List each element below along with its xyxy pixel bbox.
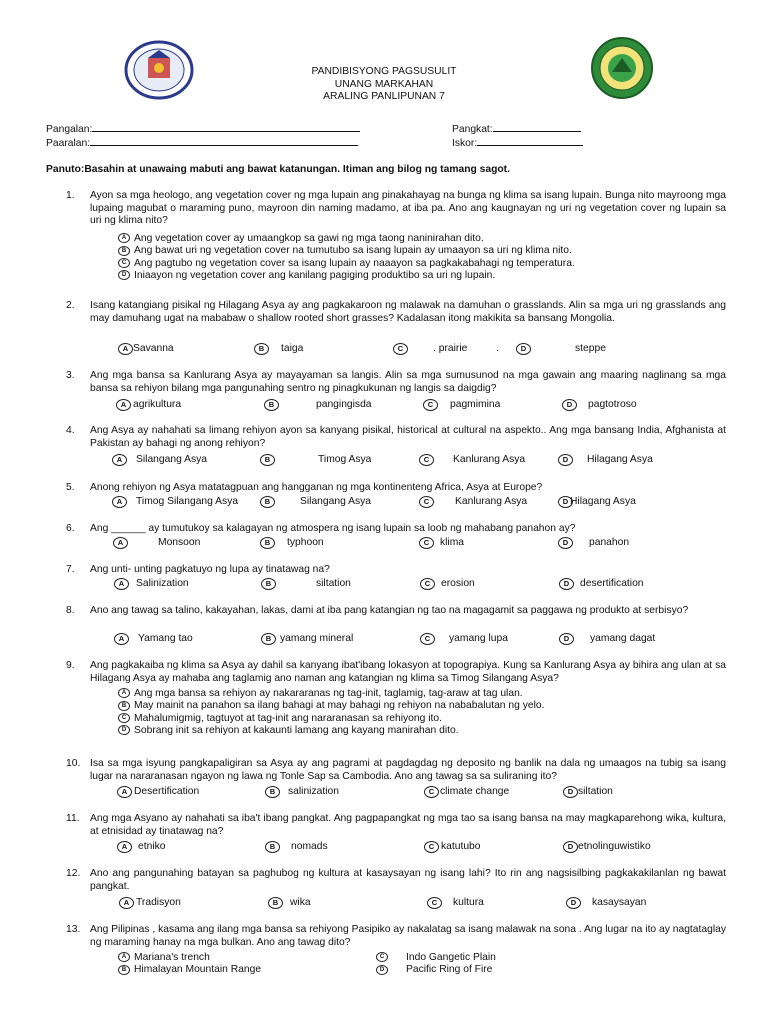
answer-option-c[interactable] (376, 952, 496, 965)
option-text: etniko (138, 841, 166, 852)
option-text: panahon (589, 537, 630, 548)
option-bubble[interactable]: A (117, 786, 132, 798)
question-number: 4. (66, 425, 75, 436)
answer-option-d[interactable] (559, 578, 644, 591)
question-number: 2. (66, 300, 75, 311)
option-text: Silangang Asya (136, 454, 207, 465)
school-field[interactable] (46, 136, 358, 151)
option-text: Mahalumigmig, tagtuyot at tag-init ang nararanasan sa rehiyong ito. (134, 712, 442, 724)
question-number: 11. (66, 813, 80, 824)
answer-option-c[interactable] (419, 454, 526, 467)
option-bubble[interactable]: D (118, 725, 130, 735)
answer-option-b[interactable] (260, 454, 372, 467)
option-bubble[interactable]: D (559, 633, 574, 645)
answer-option-d[interactable] (516, 343, 606, 356)
title-line-1: PANDIBISYONG PAGSUSULIT (311, 66, 457, 77)
option-bubble[interactable]: B (260, 496, 275, 508)
option-text: Kanlurang Asya (455, 496, 528, 507)
option-bubble[interactable]: B (260, 454, 275, 466)
option-bubble[interactable]: C (393, 343, 408, 355)
option-text: kasaysayan (592, 897, 647, 908)
option-bubble[interactable]: D (566, 897, 581, 909)
answer-option-b[interactable] (118, 964, 261, 977)
option-text: pagtotroso (588, 399, 637, 410)
answer-option-d[interactable] (558, 537, 630, 550)
section-line[interactable] (493, 122, 581, 132)
option-bubble[interactable]: B (260, 537, 275, 549)
answer-option-c[interactable] (427, 897, 484, 910)
option-text: siltation (578, 786, 613, 797)
option-bubble[interactable]: B (118, 701, 130, 711)
option-text: Sobrang init sa rehiyon at kakaunti lamang ang kayang manirahan dito. (134, 725, 459, 737)
option-text: pagmimina (450, 399, 501, 410)
answer-option-b[interactable] (265, 841, 328, 854)
answer-option-c[interactable] (424, 841, 481, 854)
option-text: Desertification (134, 786, 200, 797)
option-bubble[interactable]: A (112, 496, 127, 508)
name-line[interactable] (92, 122, 360, 132)
answer-option-c[interactable] (424, 786, 510, 799)
answer-option-a[interactable] (114, 578, 189, 591)
answer-option-a[interactable] (118, 952, 210, 965)
school-line[interactable] (90, 136, 358, 146)
option-bubble[interactable]: A (113, 537, 128, 549)
answer-option-b[interactable] (254, 343, 304, 356)
option-bubble[interactable]: D (559, 578, 574, 590)
option-bubble[interactable]: A (114, 633, 129, 645)
answer-option-a[interactable] (118, 233, 484, 246)
answer-option-a[interactable] (113, 537, 201, 550)
option-bubble[interactable]: C (419, 454, 434, 466)
option-text: Ang bawat uri ng vegetation cover na tumutubo sa isang lupain ay umaayon sa uri ng klima nito. (134, 245, 572, 257)
option-text: Hilagang Asya (587, 454, 653, 465)
option-bubble[interactable]: D (558, 537, 573, 549)
answer-option-d[interactable] (376, 964, 492, 977)
answer-option-d[interactable] (566, 897, 647, 910)
answer-option-d[interactable] (558, 496, 636, 509)
option-bubble[interactable]: A (118, 952, 130, 962)
option-bubble[interactable]: C (118, 258, 130, 268)
option-bubble[interactable]: B (264, 399, 279, 411)
question-text: Ang pagkakaiba ng klima sa Asya ay dahil sa kanyang ibat'ibang lokasyon at topograpiya. Kung sa Kanlurang Asya ay bihira ang ulan at sa Hilagang Asya ay mahaba ang taglamig ano naman ang katangian ng klima sa Timog Silangang Asya? (90, 660, 726, 684)
question-text: Ang Pilipinas , kasama ang ilang mga bansa sa rehiyong Pasipiko ay nakalatag sa isang malawak na sona . Ang lugar na ito ay nagtataglay ng maraming hanay na mga bulkan. Ano ang tawag dito? (90, 924, 726, 948)
instructions: Panuto:Basahin at unawaing mabuti ang bawat katanungan. Itiman ang bilog ng tamang sagot. (46, 164, 510, 175)
question-text: Ano ang tawag sa talino, kakayahan, lakas, dami at iba pang katangian ng tao na magagamit sa paggawa ng produkto at serbisyo? (90, 605, 689, 616)
option-text: Hilagang Asya (570, 496, 636, 507)
option-text: wika (290, 897, 311, 908)
question-text: Isang katangiang pisikal ng Hilagang Asya ay ang pagkakaroon ng malawak na damuhan o grasslands. Alin sa mga uri ng grasslands ang may damuhang ugat na mababaw o shallow rooted short grasses? Kadalasan itong makikita sa bansang Mongolia. (90, 300, 726, 324)
option-bubble[interactable]: B (265, 841, 280, 853)
title-line-3: ARALING PANLIPUNAN 7 (323, 91, 445, 103)
option-bubble[interactable]: D (563, 786, 578, 798)
option-bubble[interactable]: A (118, 688, 130, 698)
option-text: Mariana's trench (134, 952, 210, 963)
answer-option-b[interactable] (118, 245, 572, 258)
stray-dot: . (496, 343, 499, 354)
option-text: katutubo (441, 841, 481, 852)
answer-option-a[interactable] (118, 343, 174, 356)
option-text: taiga (281, 343, 304, 354)
answer-option-a[interactable] (114, 633, 193, 646)
answer-option-d[interactable] (118, 725, 459, 738)
question-text: Ano ang pangunahing batayan sa paghubog ng kultura at kasaysayan ng isang lahi? Ito rin ang nagsisilbing pagkakakilanlan ng bawat pangkat. (90, 868, 726, 892)
option-bubble[interactable]: D (562, 399, 577, 411)
option-text: Tradisyon (136, 897, 181, 908)
answer-option-c[interactable] (419, 496, 528, 509)
option-bubble[interactable]: D (558, 454, 573, 466)
score-label: Iskor: (452, 138, 478, 149)
option-bubble[interactable]: C (419, 537, 434, 549)
question-number: 12. (66, 868, 81, 879)
question-number: 3. (66, 370, 75, 381)
question-text: Ang Asya ay nahahati sa limang rehiyon ayon sa kanyang pisikal, historical at cultural na aspekto.. Ang mga bansang India, Afghanista at Pakistan ay bahagi ng anong rehiyon? (90, 425, 726, 449)
option-bubble[interactable]: D (558, 496, 573, 508)
option-text: etnolinguwistiko (578, 841, 651, 852)
answer-option-d[interactable] (563, 786, 613, 799)
score-line[interactable] (477, 136, 583, 146)
question-number: 9. (66, 660, 75, 671)
answer-option-c[interactable] (393, 343, 468, 356)
option-text: steppe (575, 343, 606, 354)
option-text: climate change (440, 786, 510, 797)
option-bubble[interactable]: A (114, 578, 129, 590)
question-text: Isa sa mga isyung pangkapaligiran sa Asya ay ang pagrami at pagdagdag ng deposito ng banlik na dala ng umaagos na tubig sa isang lugar na nararanasan ngayon ng lawa ng Tonle Sap sa Cambodia. Ano ang tawag sa sa suliraning ito? (90, 758, 726, 782)
option-bubble[interactable]: A (119, 897, 134, 909)
option-text: typhoon (287, 537, 324, 548)
option-bubble[interactable]: A (118, 343, 133, 355)
option-bubble[interactable]: C (420, 633, 435, 645)
option-text: nomads (291, 841, 328, 852)
option-bubble[interactable]: C (420, 578, 435, 590)
option-bubble[interactable]: B (254, 343, 269, 355)
option-text: Indo Gangetic Plain (406, 952, 496, 963)
answer-option-b[interactable] (261, 578, 351, 591)
option-text: klima (440, 537, 465, 548)
question-number: 5. (66, 482, 75, 493)
answer-option-b[interactable] (261, 633, 354, 646)
option-text: Timog Asya (318, 454, 372, 465)
question-text: Anong rehiyon ng Asya matatagpuan ang hangganan ng mga kontinenteng Africa, Asya at Europe? (90, 482, 543, 493)
option-bubble[interactable]: B (261, 633, 276, 645)
option-text: Monsoon (158, 537, 201, 548)
question-number: 1. (66, 190, 75, 201)
option-bubble[interactable]: A (117, 841, 132, 853)
option-text: Kanlurang Asya (453, 454, 526, 465)
option-bubble[interactable]: B (118, 246, 130, 256)
option-text: agrikultura (133, 399, 182, 410)
option-text: yamang lupa (449, 633, 508, 644)
answer-option-d[interactable] (118, 270, 495, 283)
answer-option-d[interactable] (558, 454, 653, 467)
option-text: Salinization (136, 578, 189, 589)
answer-option-d[interactable] (563, 841, 651, 854)
option-bubble[interactable]: D (376, 965, 388, 975)
question-text: Ang unti- unting pagkatuyo ng lupa ay tinatawag na? (90, 564, 330, 575)
answer-option-b[interactable] (260, 496, 371, 509)
option-text: Savanna (133, 343, 174, 354)
section-label: Pangkat: (452, 124, 493, 135)
option-text: Ang vegetation cover ay umaangkop sa gawi ng mga taong naninirahan dito. (134, 233, 484, 244)
option-bubble[interactable]: C (419, 496, 434, 508)
answer-option-a[interactable] (117, 841, 166, 854)
question-text: Ang mga bansa sa Kanlurang Asya ay mayayaman sa langis. Alin sa mga sumusunod na mga gawain ang maaring naglinang sa mga bansa sa rehiyon bilang mga pangunahing sentro ng pinagkukunan ng langis sa daigdig? (90, 370, 726, 394)
answer-option-b[interactable] (264, 399, 372, 412)
question-text: Ang mga Asyano ay nahahati sa iba't ibang pangkat. Ang pagpapangkat ng mga tao sa isang bansa na may magkaparehong wika, kultura, at etnisidad ay tinatawag na? (90, 813, 726, 837)
question-number: 10. (66, 758, 81, 769)
answer-option-a[interactable] (112, 454, 207, 467)
option-text: Yamang tao (138, 633, 193, 644)
title-line-2: UNANG MARKAHAN (334, 78, 434, 90)
option-bubble[interactable]: A (116, 399, 131, 411)
option-bubble[interactable]: A (112, 454, 127, 466)
option-bubble[interactable]: C (427, 897, 442, 909)
option-text: Ang pagtubo ng vegetation cover sa isang lupain ay naaayon sa pagkakabahagi ng temperatura. (134, 257, 575, 269)
name-label: Pangalan: (46, 124, 93, 135)
question-number: 8. (66, 605, 75, 616)
answer-option-a[interactable] (119, 897, 181, 910)
answer-option-d[interactable] (562, 399, 637, 412)
option-text: Ang mga bansa sa rehiyon ay nakararanas ng tag-init, taglamig, tag-araw at tag ulan. (134, 688, 523, 699)
answer-option-b[interactable] (265, 786, 339, 799)
option-bubble[interactable]: B (118, 965, 130, 975)
option-text: erosion (441, 578, 475, 589)
answer-option-c[interactable] (423, 399, 501, 412)
question-number: 7. (66, 564, 75, 575)
option-text: Pacific Ring of Fire (406, 964, 493, 976)
option-bubble[interactable]: A (118, 233, 130, 243)
option-bubble[interactable]: C (376, 952, 388, 962)
option-bubble[interactable]: B (265, 786, 280, 798)
answer-option-b[interactable] (268, 897, 311, 910)
question-text: Ayon sa mga heologo, ang vegetation cover ng mga lupain ang pinakahayag na bunga ng klima sa isang lupain. Bunga nito mayroong mga lupaing magubat o maraming puno, mayroon din naming madamo, at iba pa. Ano ang kaugnayan ng uri ng vegetation cover ng lupain sa uri ng klima nito? (90, 190, 726, 227)
option-bubble[interactable]: D (516, 343, 531, 355)
option-text: yamang mineral (280, 633, 354, 644)
page-title (0, 66, 768, 104)
option-bubble[interactable]: D (563, 841, 578, 853)
question-number: 6. (66, 523, 75, 534)
answer-option-a[interactable] (117, 786, 200, 799)
answer-option-b[interactable] (118, 700, 544, 713)
answer-option-b[interactable] (260, 537, 324, 550)
option-text: kultura (453, 897, 484, 908)
option-bubble[interactable]: C (424, 786, 439, 798)
option-text: yamang dagat (590, 633, 656, 644)
answer-option-a[interactable] (112, 496, 239, 509)
option-bubble[interactable]: C (118, 713, 130, 723)
section-field[interactable] (452, 122, 581, 137)
option-text: Silangang Asya (300, 496, 371, 507)
option-bubble[interactable]: C (424, 841, 439, 853)
score-field[interactable] (452, 136, 583, 151)
option-bubble[interactable]: B (268, 897, 283, 909)
name-field[interactable] (46, 122, 360, 137)
option-text: Himalayan Mountain Range (134, 964, 262, 976)
option-text: Timog Silangang Asya (136, 496, 239, 507)
option-text: salinization (288, 786, 339, 797)
answer-option-c[interactable] (118, 258, 575, 271)
question-text: Ang ______ ay tumutukoy sa kalagayan ng atmospera ng isang lupain sa loob ng mahabang panahon ay? (90, 523, 576, 534)
option-text: . prairie (433, 343, 468, 354)
answer-option-a[interactable] (118, 688, 523, 701)
option-text: desertification (580, 578, 644, 589)
answer-option-c[interactable] (420, 633, 508, 646)
option-text: pangingisda (316, 399, 372, 410)
option-bubble[interactable]: C (423, 399, 438, 411)
question-number: 13. (66, 924, 81, 935)
option-bubble[interactable]: D (118, 270, 130, 280)
option-text: May mainit na panahon sa ilang bahagi at may bahagi ng rehiyon na nababalutan ng yelo. (134, 700, 545, 712)
option-text: siltation (316, 578, 351, 589)
answer-option-c[interactable] (419, 537, 465, 550)
answer-option-c[interactable] (118, 713, 442, 726)
option-bubble[interactable]: B (261, 578, 276, 590)
answer-option-a[interactable] (116, 399, 182, 412)
answer-option-d[interactable] (559, 633, 656, 646)
school-label: Paaralan: (46, 138, 91, 149)
option-text: Iniaayon ng vegetation cover ang kanilang pagiging produktibo sa uri ng lupain. (134, 270, 496, 282)
answer-option-c[interactable] (420, 578, 475, 591)
